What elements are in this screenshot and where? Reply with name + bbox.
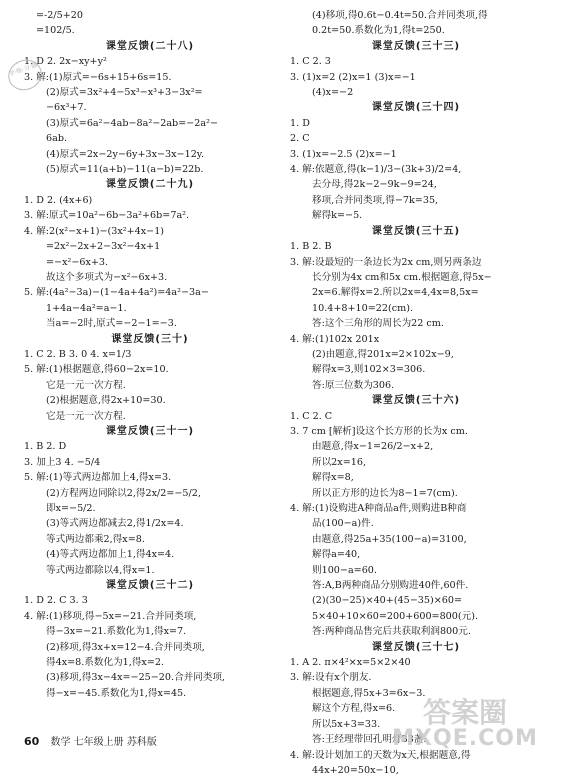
answer-line: (4)移项,得0.6t−0.4t=50.合并同类项,得 (312, 10, 488, 21)
answer-line: 1. B 2. D (24, 441, 67, 453)
answer-line: 1+4a−4a²=a−1. (46, 302, 127, 314)
watermark (380, 696, 550, 760)
answer-line: 答:两种商品售完后共获取利润800元. (312, 626, 471, 638)
answer-line: =102/5. (36, 25, 75, 37)
watermark-url: MXQE.COM (392, 726, 538, 751)
answer-line: (3)等式两边都减去2,得1/2x=4. (46, 518, 184, 530)
answer-line: 4. 解:(1)移项,得−5x=−21.合并同类项, (24, 610, 197, 622)
answer-line: 10.4+8+10=22(cm). (312, 302, 414, 314)
answer-line: 所以5x+3=33. (312, 718, 381, 730)
answer-line: 4. 解:2(x²−x+1)−(3x²+4x−1) (24, 225, 165, 237)
answer-line: 解得x=3,则102×3=306. (312, 364, 426, 376)
section-heading: 课堂反馈(三十三) (371, 40, 461, 52)
page-number: 60 (24, 735, 40, 748)
answer-line: (5)原式=11(a+b)−11(a−b)=22b. (46, 164, 204, 176)
answer-line: 得−3x=−21.系数化为1,得x=7. (46, 626, 187, 638)
answer-line: 1. C 2. 3 (290, 56, 331, 68)
answer-line: 解得a=40, (312, 549, 361, 561)
answer-line: 3. 解:设最短的一条边长为2x cm,则另两条边 (290, 256, 482, 268)
answer-line: (4)等式两边都加上1,得4x=4. (46, 549, 175, 561)
section-heading: 课堂反馈(二十八) (105, 40, 195, 52)
answer-line: 所以2x=16, (312, 456, 366, 468)
answer-line: 长分别为4x cm和5x cm.根据题意,得5x− (312, 271, 492, 283)
answer-line: −6x³+7. (46, 102, 87, 114)
answer-line: 等式两边都除以4,得x=1. (46, 564, 155, 576)
section-heading: 课堂反馈(三十七) (371, 641, 461, 653)
answer-line: 0.2t=50.系数化为1,得t=250. (312, 25, 445, 37)
answer-line: 1. D 2. C 3. 3 (24, 595, 88, 607)
answer-line: 则100−a=60. (312, 564, 377, 576)
answer-line: 解这个方程,得x=6. (312, 703, 396, 715)
answer-line: 当a=−2时,原式=−2−1=−3. (46, 318, 177, 330)
section-heading: 课堂反馈(三十) (111, 333, 189, 345)
answer-line: 去分母,得2k−2−9k−9=24, (312, 179, 437, 191)
answer-line: 答:这个三角形的周长为22 cm. (312, 318, 444, 330)
section-heading: 课堂反馈(三十二) (105, 580, 195, 592)
answer-line: 品(100−a)件. (312, 518, 374, 530)
answer-line: 6ab. (46, 133, 68, 145)
answer-line: 4. 解:(1)102x 201x (290, 333, 380, 345)
answer-line: 1. C 2. C (290, 410, 333, 422)
answer-line: 它是一元一次方程. (46, 410, 126, 422)
section-heading: 课堂反馈(三十四) (371, 102, 461, 114)
section-heading: 课堂反馈(三十一) (105, 425, 195, 437)
answer-line: 等式两边都乘2,得x=8. (46, 533, 145, 545)
answer-line: (2)由题意,得201x=2×102x−9, (312, 348, 454, 360)
answer-line: (2)移项,得3x+x=12−4.合并同类项, (46, 641, 205, 653)
answer-line: 所以正方形的边长为8−1=7(cm). (312, 487, 458, 499)
answer-line: (2)(30−25)×40+(45−35)×60= (312, 595, 463, 607)
answer-line: 答:王经理带回孔明灯33盏. (312, 734, 427, 746)
answer-line: 3. 解:设有x个朋友. (290, 672, 372, 684)
answer-line: 解得x=8, (312, 472, 354, 484)
answer-line: 5. 解:(1)等式两边都加上4,得x=3. (24, 472, 172, 484)
answer-line: 答:原三位数为306. (312, 379, 395, 391)
answer-line: 得−x=−45.系数化为1,得x=45. (46, 687, 187, 699)
answer-line: 3. (1)x=2 (2)x=1 (3)x=−1 (290, 71, 416, 83)
answer-line: (2)方程两边同除以2,得2x/2=−5/2, (46, 487, 201, 499)
answer-line: 由题意,得x−1=26/2−x+2, (312, 441, 434, 453)
answer-line: 2x=6.解得x=2.所以2x=4,4x=8,5x= (312, 287, 479, 299)
answer-line: 根据题意,得5x+3=6x−3. (312, 687, 426, 699)
stamp: 学·练·习·题 (4, 55, 46, 95)
answer-line: 它是一元一次方程. (46, 379, 126, 391)
section-heading: 课堂反馈(三十五) (371, 225, 461, 237)
answer-line: (4)x=−2 (312, 87, 354, 99)
answer-line: =-2/5+20 (36, 10, 83, 21)
left-column (24, 8, 276, 701)
answer-line: (2)原式=3x²+4−5x³−x³+3−3x²= (46, 87, 203, 99)
answer-line: 答:A,B两种商品分别购进40件,60件. (312, 580, 469, 592)
answer-line: 3. (1)x=−2.5 (2)x=−1 (290, 148, 397, 160)
page-footer (24, 733, 157, 748)
section-heading: 课堂反馈(三十六) (371, 395, 461, 407)
answer-line: 3. 7 cm [解析]设这个长方形的长为x cm. (290, 425, 468, 437)
answer-line: 移项,合并同类项,得−7k=35, (312, 194, 439, 206)
answer-line: 1. C 2. B 3. 0 4. x=1/3 (24, 348, 132, 360)
answer-line: 5. 解:(1)根据题意,得60−2x=10. (24, 364, 169, 376)
answer-line: 1. B 2. B (290, 241, 332, 253)
answer-line: (3)原式=6a²−4ab−8a²−2ab=−2a²− (46, 117, 218, 129)
answer-line: 4. 解:(1)设购进A种商品a件,则购进B种商 (290, 503, 467, 514)
answer-line: 2. C (290, 133, 310, 145)
answer-line: 由题意,得25a+35(100−a)=3100, (312, 533, 467, 545)
answer-line: 3. 解:原式=10a²−6b−3a²+6b=7a². (24, 210, 190, 222)
answer-line: 1. D 2. (4x+6) (24, 194, 93, 206)
answer-line: 1. D (290, 117, 310, 129)
answer-line: 故这个多项式为−x²−6x+3. (46, 271, 168, 283)
answer-line: 4. 解:依题意,得(k−1)/3−(3k+3)/2=4, (290, 164, 462, 176)
answer-line: =2x²−2x+2−3x²−4x+1 (46, 241, 161, 253)
answer-line: 1. D 2. 2x−xy+y² (24, 56, 107, 68)
section-heading: 课堂反馈(二十九) (105, 179, 195, 191)
answer-line: 3. 加上3 4. −5/4 (24, 456, 101, 468)
right-column (290, 8, 542, 778)
answer-line: 5×40+10×60=200+600=800(元). (312, 610, 479, 622)
watermark-text: 答案圈 (422, 696, 507, 729)
answer-line: 5. 解:(4a²−3a)−(1−4a+4a²)=4a²−3a− (24, 287, 209, 299)
answer-line: (3)移项,得3x−4x=−25−20.合并同类项, (46, 672, 226, 684)
answer-line: 解得k=−5. (312, 210, 363, 222)
answer-line: 3. 解:(1)原式=−6s+15+6s=15. (24, 71, 172, 83)
answer-line: 得4x=8.系数化为1,得x=2. (46, 657, 165, 669)
answer-line: 4. 解:设计划加工的天数为x天,根据题意,得 (290, 749, 471, 761)
answer-line: =−x²−6x+3. (46, 256, 109, 268)
answer-line: 44x+20=50x−10, (312, 764, 399, 776)
book-title: 数学 七年级上册 苏科版 (50, 737, 157, 748)
answer-line: 1. A 2. π×4²×x=5×2×40 (290, 657, 411, 669)
answer-line: 即x=−5/2. (46, 503, 96, 514)
answer-line: (4)原式=2x−2y−6y+3x−3x−12y. (46, 148, 205, 160)
answer-line: (2)根据题意,得2x+10=30. (46, 395, 166, 407)
